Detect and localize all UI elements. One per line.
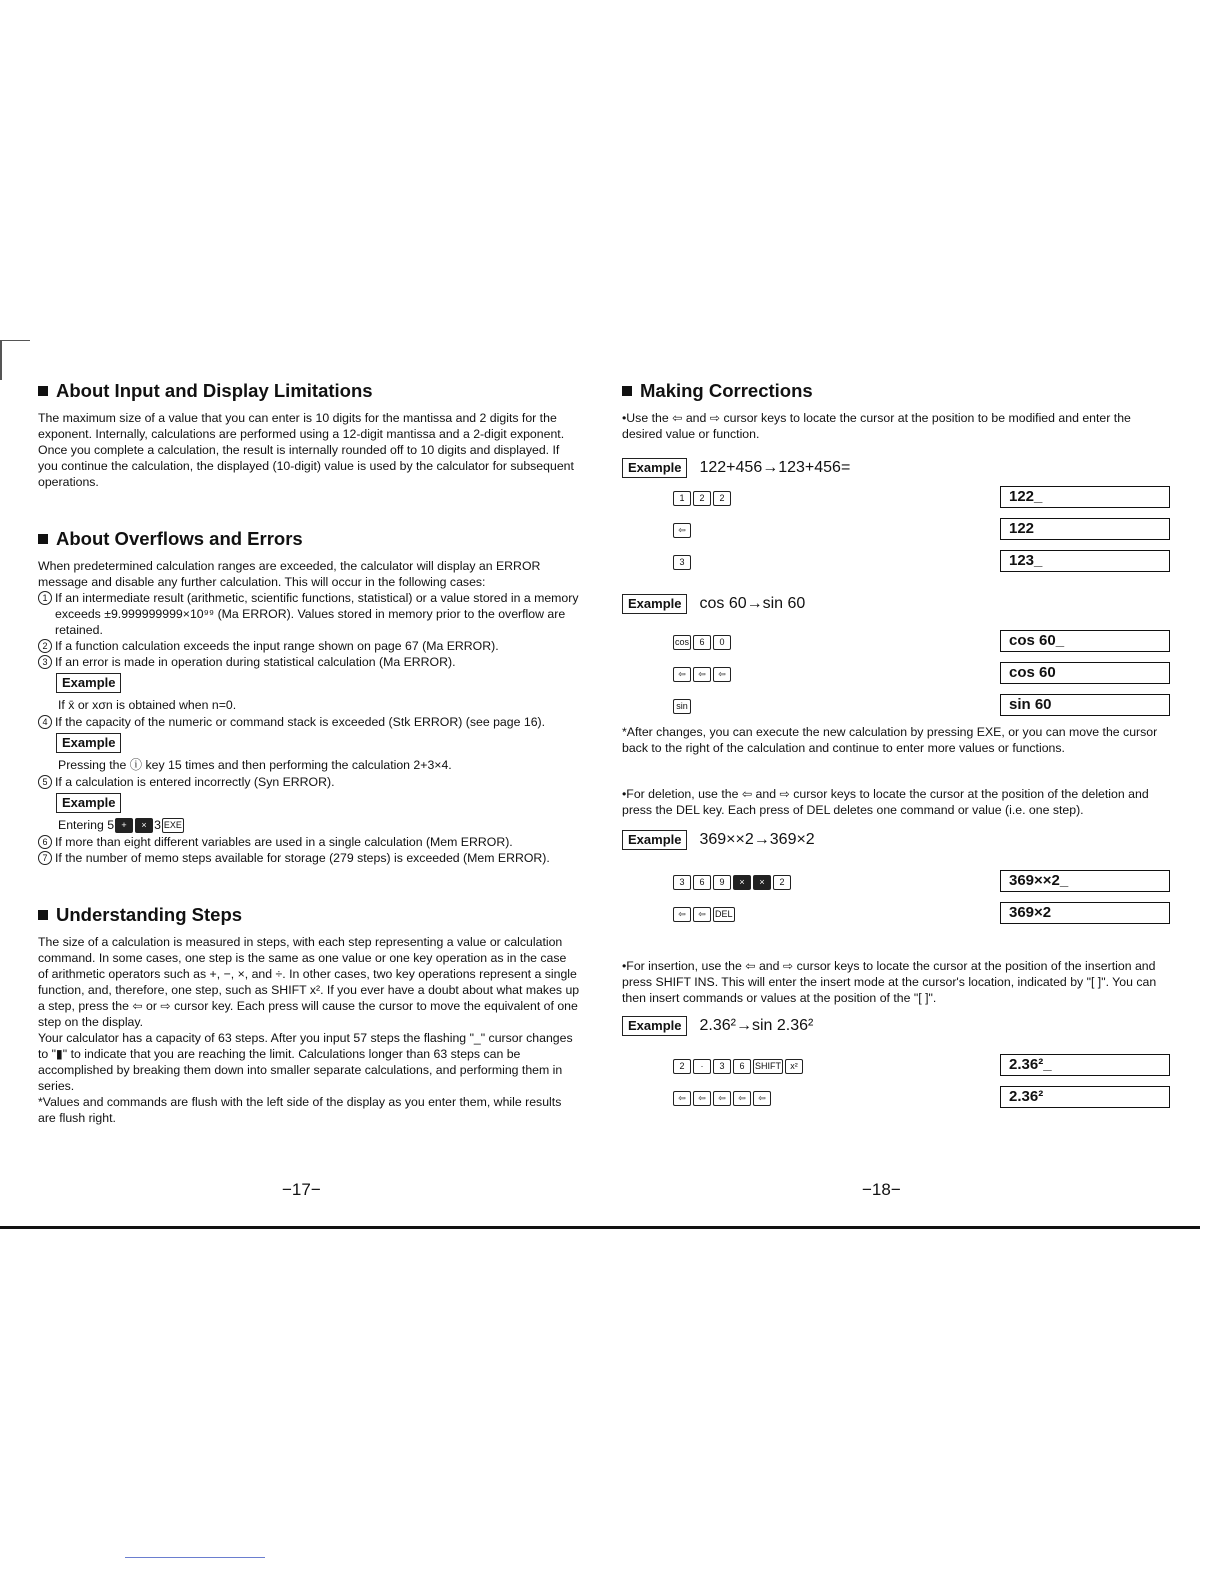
calculator-key-icon: ⇦ [693,667,711,682]
example-rows [622,628,1167,724]
list-item: 7 If the number of memo steps available for storage (279 steps) is exceeded (Mem ERROR). [38,850,580,866]
key-sequence [672,698,692,716]
calculator-key-icon: · [693,1059,711,1074]
key-sequence [672,906,736,924]
key-sequence [672,666,732,684]
example-rows [622,868,1167,932]
calculator-display: cos 60 [1000,662,1170,684]
key-sequence-row [622,900,1167,932]
bottom-line [125,1557,265,1558]
example-rows [622,484,1167,580]
calculator-display: 2.36²_ [1000,1054,1170,1076]
calculator-key-icon: SHIFT [753,1059,783,1074]
calculator-key-icon: DEL [713,907,735,922]
section-overflows [38,528,580,866]
key-sequence-row [622,660,1167,692]
key-sequence-row [622,484,1167,516]
calculator-key-icon: 3 [713,1059,731,1074]
calculator-key-icon: 3 [673,875,691,890]
key-sequence [672,874,792,892]
section-title: Understanding Steps [56,904,243,925]
calculator-key-icon: 2 [713,491,731,506]
key-sequence [672,554,692,572]
calculator-key-icon: ⇦ [673,1091,691,1106]
calculator-key-icon: cos [673,635,691,650]
key-sequence-row [622,1052,1167,1084]
bullet-square-icon [38,910,48,920]
key-sequence [672,490,732,508]
plus-key-icon: + [115,818,133,833]
calculator-key-icon: sin [673,699,691,714]
calculator-key-icon: ⇦ [713,1091,731,1106]
calculator-key-icon: 6 [733,1059,751,1074]
exe-key-icon: EXE [162,818,184,833]
section-input-limitations [38,380,580,490]
calculator-display: 122 [1000,518,1170,540]
section-title: About Input and Display Limitations [56,380,373,401]
key-sequence-row [622,692,1167,724]
bullet-text: •For insertion, use the ⇦ and ⇨ cursor keys to locate the cursor at the position of the insertion and press SHIFT INS. This will enter the insert mode at the cursor's location, indicated by "[ ]". You can then insert commands or values at the position of the "[ ]". [622,959,1157,1005]
key-sequence-row [622,516,1167,548]
calculator-key-icon: ⇦ [673,667,691,682]
key-sequence-row [622,628,1167,660]
example-header: Example cos 60→sin 60 [622,594,1167,614]
calculator-display: 369×2 [1000,902,1170,924]
page-divider [0,1226,1200,1229]
key-sequence-row [622,1084,1167,1116]
bullet-square-icon [622,386,632,396]
calculator-display: 369××2_ [1000,870,1170,892]
calculator-key-icon: 6 [693,635,711,650]
example-label: Example [56,793,121,813]
example-header: Example 122+456→123+456= [622,458,1167,478]
note-text: *After changes, you can execute the new calculation by pressing EXE, or you can move the cursor back to the right of the calculation and continue to enter more values or functions. [622,725,1158,755]
section-body: *Values and commands are flush with the left side of the display as you enter them, while results are flush right. [38,1095,562,1125]
page-number-left: −17− [282,1180,321,1199]
list-item: 4 If the capacity of the numeric or command stack is exceeded (Stk ERROR) (see page 16). [38,714,580,730]
key-sequence [672,1058,804,1076]
calculator-key-icon: 3 [673,555,691,570]
section-intro: When predetermined calculation ranges are exceeded, the calculator will display an ERROR message and disable any further calculation. This will occur in the following cases: [38,559,541,589]
calculator-key-icon: ⇦ [693,907,711,922]
page-number-right: −18− [862,1180,901,1199]
calculator-key-icon: ⇦ [673,907,691,922]
list-item: 5 If a calculation is entered incorrectly (Syn ERROR). [38,774,580,790]
section-steps [38,904,580,1126]
calculator-key-icon: x² [785,1059,803,1074]
corner-mark-top [0,340,30,341]
list-item: 1 If an intermediate result (arithmetic, scientific functions, statistical) or a value stored in a memory exceeds ±9.999999999×10⁹⁹ (Ma ERROR). Values stored in memory prior to the overflow are retained. [38,590,580,638]
calculator-key-icon: 2 [673,1059,691,1074]
bullet-text: •Use the ⇦ and ⇨ cursor keys to locate the cursor at the position to be modified and enter the desired value or function. [622,411,1131,441]
times-key-icon: × [135,818,153,833]
calculator-key-icon: 6 [693,875,711,890]
list-item: 3 If an error is made in operation during statistical calculation (Ma ERROR). [38,654,580,670]
list-item: 6 If more than eight different variables are used in a single calculation (Mem ERROR). [38,834,580,850]
calculator-display: sin 60 [1000,694,1170,716]
list-item: 2 If a function calculation exceeds the input range shown on page 67 (Ma ERROR). [38,638,580,654]
key-sequence-row [622,548,1167,580]
section-title: Making Corrections [640,380,813,401]
example-header: Example 2.36²→sin 2.36² [622,1016,1167,1036]
example-rows [622,1052,1167,1116]
section-body: The size of a calculation is measured in steps, with each step representing a value or calculation command. In some cases, one step is the same as one value or one key operation as in the case of arithmetic operators such as +, −, ×, and ÷. In other cases, two key operations represent a single function, and, therefore, one step, such as SHIFT x². If you ever have a doubt about what makes up a step, press the ⇦ or ⇨ cursor key. Each press will cause the cursor to move the equivalent of one step on the display. [38,935,580,1029]
example-label: Example [56,733,121,753]
calculator-key-icon: 2 [773,875,791,890]
calculator-key-icon: 1 [673,491,691,506]
corner-mark [0,340,2,380]
calculator-key-icon: ⇦ [713,667,731,682]
calculator-display: 122_ [1000,486,1170,508]
bullet-square-icon [38,534,48,544]
calculator-key-icon: × [733,875,751,890]
example-text: Entering 5 + × 3 EXE [58,818,182,832]
example-header: Example 369××2→369×2 [622,830,1167,850]
example-label: Example [56,673,121,693]
example-text: If x̄ or xσn is obtained when n=0. [58,698,237,712]
calculator-key-icon: ⇦ [673,523,691,538]
section-body: The maximum size of a value that you can enter is 10 digits for the mantissa and 2 digits for the exponent. Internally, calculations are performed using a 12-digit mantissa and a 2-digit exponent. Once you complete a calculation, the result is internally rounded off to 10 digits and displayed. If you continue the calculation, the displayed (10-digit) value is used by the calculator for subsequent operations. [38,411,574,489]
section-body: Your calculator has a capacity of 63 steps. After you input 57 steps the flashing "_" cursor changes to "▮" to indicate that you are reaching the limit. Calculations longer than 63 steps can be accomplished by breaking them down into smaller separate calculations, and performing them in series. [38,1031,573,1093]
calculator-key-icon: 0 [713,635,731,650]
calculator-key-icon: 2 [693,491,711,506]
bullet-text: •For deletion, use the ⇦ and ⇨ cursor keys to locate the cursor at the position of the deletion and press the DEL key. Each press of DEL deletes one command or value (i.e. one step). [622,787,1149,817]
calculator-key-icon: 9 [713,875,731,890]
key-sequence [672,522,692,540]
calculator-display: 2.36² [1000,1086,1170,1108]
calculator-key-icon: × [753,875,771,890]
key-sequence [672,634,732,652]
key-sequence [672,1090,772,1108]
section-title: About Overflows and Errors [56,528,303,549]
calculator-key-icon: ⇦ [733,1091,751,1106]
calculator-key-icon: ⇦ [693,1091,711,1106]
calculator-key-icon: ⇦ [753,1091,771,1106]
calculator-display: 123_ [1000,550,1170,572]
bullet-square-icon [38,386,48,396]
example-text: Pressing the ⓘ key 15 times and then performing the calculation 2+3×4. [58,758,452,772]
key-sequence-row [622,868,1167,900]
calculator-display: cos 60_ [1000,630,1170,652]
left-page [38,380,580,1180]
right-page [622,380,1167,1180]
